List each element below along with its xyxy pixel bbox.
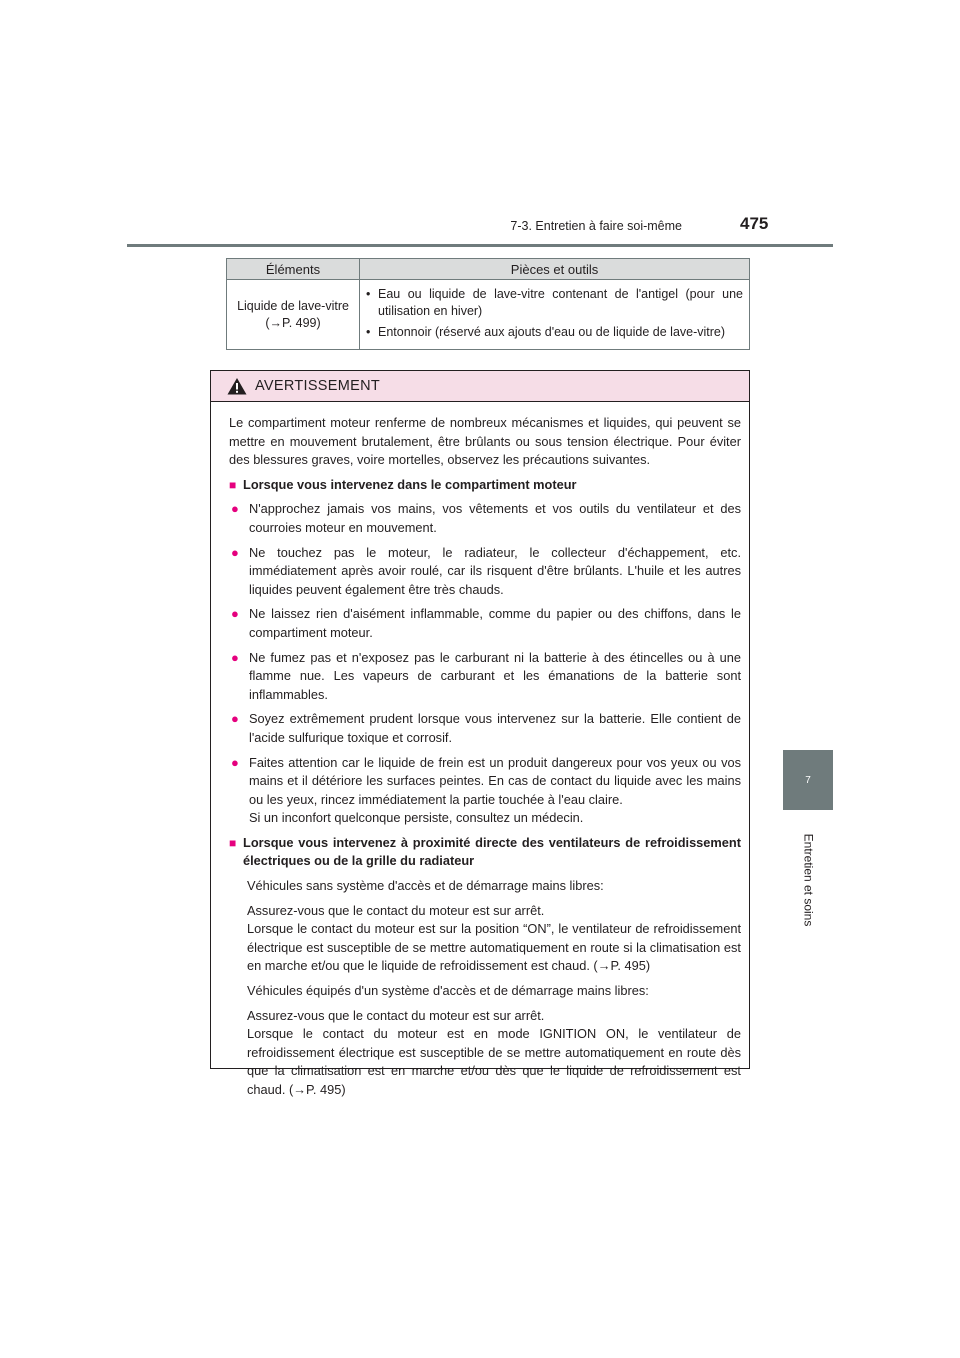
list-item-text: N'approchez jamais vos mains, vos vêtements et vos outils du ventilateur et des courroies moteur en mouvement. [249, 501, 741, 535]
brake-fluid-advice: Si un inconfort quelconque persiste, consultez un médecin. [249, 810, 584, 826]
parts-list [366, 286, 743, 341]
list-item [229, 754, 741, 828]
circle-bullet-icon: ● [231, 754, 239, 770]
circle-bullet-icon: ● [231, 649, 239, 665]
paragraph [229, 902, 741, 976]
circle-bullet-icon: ● [231, 544, 239, 560]
parts-cell [360, 280, 750, 350]
warning-header [211, 371, 749, 402]
brake-fluid-warning: Faites attention car le liquide de frein est un produit dangereux pour vos yeux ou vos mains et il détériore les surfaces peintes. En cas de contact du liquide avec les mains ou les yeux, rincez immédiatement la partie touchée à l'eau claire. [249, 754, 741, 807]
warning-box [210, 370, 750, 1097]
square-bullet-icon: ■ [229, 835, 237, 850]
parts-table [226, 258, 750, 350]
element-name: Liquide de lave-vitre [237, 298, 349, 313]
section-title: 7-3. Entretien à faire soi-même [510, 219, 682, 233]
page-number: 475 [740, 214, 769, 233]
warning-title: AVERTISSEMENT [255, 378, 381, 394]
section-heading [229, 476, 741, 495]
square-bullet-icon: ■ [229, 477, 237, 492]
bullet-icon: • [366, 325, 371, 339]
section-heading [229, 834, 741, 871]
element-cell [227, 280, 360, 350]
list-item [366, 286, 743, 320]
paragraph-line: Lorsque le contact du moteur est sur la position “ON”, le ventilateur de refroidissement électrique est susceptible de se mettre automatiquement en route si la climatisation est en marche et/ou que le liquide de refroidissement est chaud. (→P. 495) [247, 921, 741, 974]
table-row [227, 280, 750, 350]
list-item [229, 605, 741, 642]
list-item-text: Eau ou liquide de lave-vitre contenant de l'antigel (pour une utilisation en hiver) [378, 287, 743, 318]
circle-bullet-icon: ● [231, 501, 239, 517]
list-item-text: Ne laissez rien d'aisément inflammable, comme du papier ou des chiffons, dans le compartiment moteur. [249, 606, 741, 640]
warning-intro: Le compartiment moteur renferme de nombreux mécanismes et liquides, qui peuvent se mettre en mouvement brutalement, être brûlants ou sous tension électrique. Pour éviter des blessures graves, voire mortelles, observez les précautions suivantes. [229, 415, 741, 468]
section-heading-text: Lorsque vous intervenez dans le compartiment moteur [243, 476, 577, 492]
list-item-text [249, 754, 741, 828]
chapter-title [783, 820, 833, 940]
circle-bullet-icon: ● [231, 711, 239, 727]
paragraph-line: Lorsque le contact du moteur est en mode IGNITION ON, le ventilateur de refroidissement électrique est susceptible de se mettre automatiquement en route dès que la climatisation est en marche et/ou dès que le liquide de refroidissement est chaud. (→P. 495) [247, 1026, 741, 1097]
list-item-text: Ne touchez pas le moteur, le radiateur, le collecteur d'échappement, etc. immédiatement après avoir roulé, car ils risquent d'être brûlants. L'huile et les autres liquides peuvent également être très chauds. [249, 544, 741, 597]
column-header-elements: Éléments [227, 259, 360, 280]
element-page-ref[interactable]: (→P. 499) [265, 315, 321, 330]
list-item [229, 500, 741, 537]
header-divider [127, 244, 833, 247]
vehicle-type-label: Véhicules équipés d'un système d'accès et de démarrage mains libres: [247, 983, 649, 999]
chapter-tab[interactable]: 7 [783, 750, 833, 810]
vehicle-type-label: Véhicules sans système d'accès et de démarrage mains libres: [247, 878, 604, 894]
list-item [229, 544, 741, 600]
column-header-parts: Pièces et outils [360, 259, 750, 280]
section-heading-text: Lorsque vous intervenez à proximité directe des ventilateurs de refroidissement électriques ou de la grille du radiateur [243, 834, 741, 869]
paragraph-line: Assurez-vous que le contact du moteur est sur arrêt. [247, 902, 545, 918]
warning-body [211, 402, 749, 1100]
list-item [229, 710, 741, 747]
list-item-text: Entonnoir (réservé aux ajouts d'eau ou de liquide de lave-vitre) [378, 325, 726, 339]
table-header-row [227, 259, 750, 280]
chapter-title-text: Entretien et soins [801, 833, 815, 927]
paragraph-line: Assurez-vous que le contact du moteur est sur arrêt. [247, 1007, 545, 1023]
warning-triangle-icon [227, 377, 247, 395]
paragraph [229, 1007, 741, 1100]
bullet-icon: • [366, 287, 371, 301]
circle-bullet-icon: ● [231, 606, 239, 622]
list-item [229, 649, 741, 705]
list-item-text: Soyez extrêmement prudent lorsque vous intervenez sur la batterie. Elle contient de l'acide sulfurique toxique et corrosif. [249, 711, 741, 745]
list-item-text: Ne fumez pas et n'exposez pas le carburant ni la batterie à des étincelles ou à une flamme nue. Les vapeurs de carburant et les émanations de la batterie sont inflammables. [249, 649, 741, 702]
list-item [366, 324, 743, 341]
